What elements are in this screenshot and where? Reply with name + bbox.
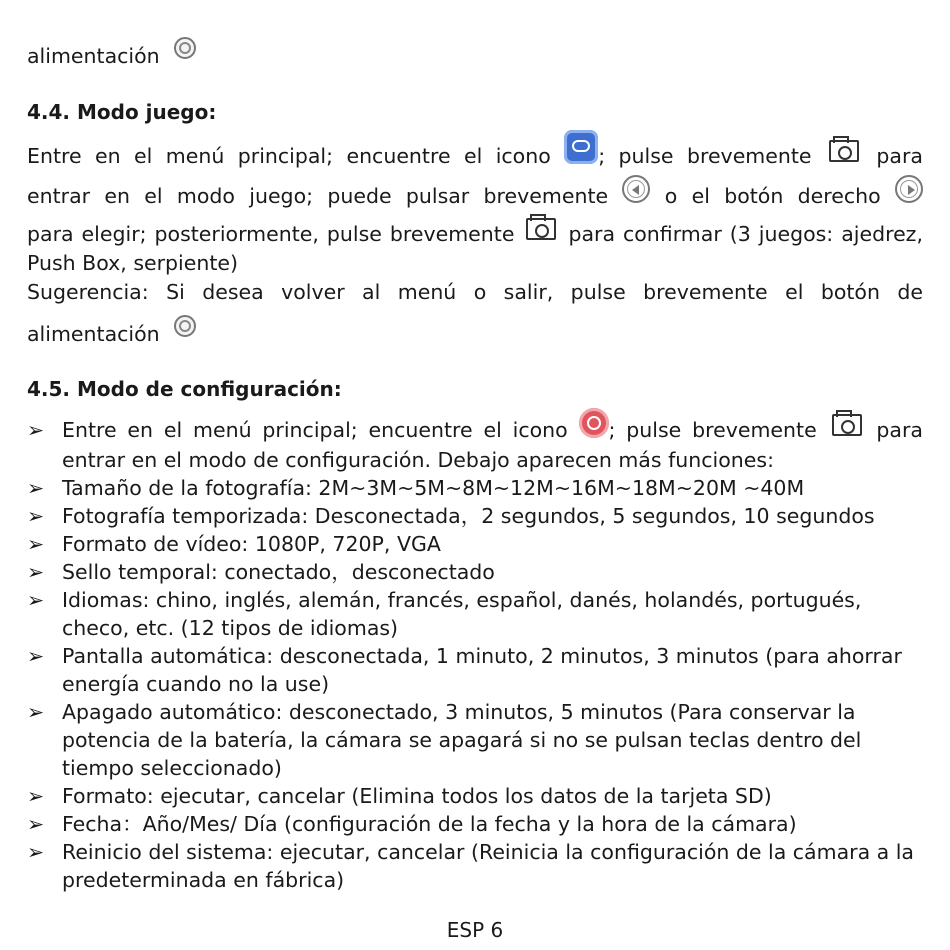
power-icon — [174, 315, 196, 337]
bullet-arrow-icon: ➢ — [27, 784, 45, 808]
bullet-arrow-icon: ➢ — [27, 588, 45, 612]
list-item — [27, 838, 923, 894]
s44-line-1-b: ; pulse brevemente — [598, 144, 812, 168]
list-item-text: Apagado automático: desconectado, 3 minutos, 5 minutos (Para conservar la potencia de la batería, la cámara se apagará si no se pulsan teclas dentro del tiempo seleccionado) — [62, 700, 862, 780]
bullet-arrow-icon: ➢ — [27, 418, 45, 442]
list-item-text: Idiomas: chino, inglés, alemán, francés, español, danés, holandés, portugués, checo, etc. (12 tipos de idiomas) — [62, 588, 862, 640]
list-item — [27, 642, 923, 698]
s44-line-1 — [27, 140, 923, 182]
s44-line-6-text: alimentación — [27, 322, 160, 346]
s44-line-5 — [27, 278, 923, 307]
top-line-text: alimentación — [27, 44, 160, 68]
s45-intro-b: ; pulse brevemente — [608, 418, 817, 442]
s44-line-2-a: entrar en el modo juego; puede pulsar brevemente — [27, 184, 609, 208]
bullet-arrow-icon: ➢ — [27, 644, 45, 668]
list-item — [27, 502, 923, 530]
s44-line-5-text: Sugerencia: Si desea volver al menú o salir, pulse brevemente el botón de — [27, 280, 923, 304]
camera-icon — [832, 414, 862, 436]
list-item — [27, 698, 923, 782]
list-item-text: Formato de vídeo: 1080P, 720P, VGA — [62, 532, 441, 556]
list-item — [27, 586, 923, 642]
s45-intro-line-1 — [62, 416, 923, 446]
bullet-arrow-icon: ➢ — [27, 560, 45, 584]
list-item — [27, 474, 923, 502]
s44-line-4-text: Push Box, serpiente) — [27, 251, 239, 275]
right-arrow-icon — [895, 175, 923, 203]
list-item — [27, 530, 923, 558]
list-item-text: Formato: ejecutar, cancelar (Elimina todos los datos de la tarjeta SD) — [62, 784, 772, 808]
bullet-arrow-icon: ➢ — [27, 812, 45, 836]
s44-line-3-a: para elegir; posteriormente, pulse brevemente — [27, 222, 515, 246]
settings-icon — [579, 408, 609, 438]
top-continuation-line — [27, 42, 923, 71]
bullet-arrow-icon: ➢ — [27, 504, 45, 528]
page-number: ESP 6 — [446, 918, 504, 942]
s45-intro-line-2: entrar en el modo de configuración. Debajo aparecen más funciones: — [62, 448, 774, 472]
list-item — [27, 810, 923, 838]
section-4-4-heading: 4.4. Modo juego: — [27, 100, 217, 124]
list-item-text: Tamaño de la fotografía: 2M~3M~5M~8M~12M~16M~18M~20M ~40M — [62, 476, 805, 500]
s44-line-6 — [27, 320, 923, 349]
bullet-arrow-icon: ➢ — [27, 532, 45, 556]
s44-line-4 — [27, 249, 923, 278]
s44-line-2 — [27, 182, 923, 220]
s44-line-1-c: para — [876, 144, 923, 168]
s44-line-1-a: Entre en el menú principal; encuentre el icono — [27, 144, 551, 168]
bullet-arrow-icon: ➢ — [27, 700, 45, 724]
list-item — [27, 782, 923, 810]
game-icon — [564, 130, 598, 164]
list-item-text: Sello temporal: conectado，desconectado — [62, 560, 495, 584]
section-4-4-body — [27, 140, 923, 249]
s45-intro-c: para — [876, 418, 923, 442]
list-item-text: Pantalla automática: desconectada, 1 minuto, 2 minutos, 3 minutos (para ahorrar energía cuando no la use) — [62, 644, 902, 696]
list-item-text: Fotografía temporizada: Desconectada，2 segundos, 5 segundos, 10 segundos — [62, 504, 875, 528]
bullet-arrow-icon: ➢ — [27, 476, 45, 500]
left-arrow-icon — [622, 175, 650, 203]
list-item-text: Reinicio del sistema: ejecutar, cancelar (Reinicia la configuración de la cámara a la predeterminada en fábrica) — [62, 840, 914, 892]
camera-icon — [829, 140, 859, 162]
bullet-arrow-icon: ➢ — [27, 840, 45, 864]
s44-line-2-b: o el botón derecho — [664, 184, 881, 208]
power-icon — [174, 37, 196, 59]
settings-list — [27, 416, 923, 894]
s45-intro-a: Entre en el menú principal; encuentre el icono — [62, 418, 568, 442]
section-4-5-heading: 4.5. Modo de configuración: — [27, 377, 342, 401]
list-item — [27, 558, 923, 586]
s44-line-3 — [27, 220, 923, 249]
list-item-text: Fecha：Año/Mes/ Día (configuración de la fecha y la hora de la cámara) — [62, 812, 797, 836]
list-item — [27, 416, 923, 474]
s44-line-3-b: para confirmar (3 juegos: ajedrez, — [568, 222, 923, 246]
camera-icon — [526, 218, 556, 240]
